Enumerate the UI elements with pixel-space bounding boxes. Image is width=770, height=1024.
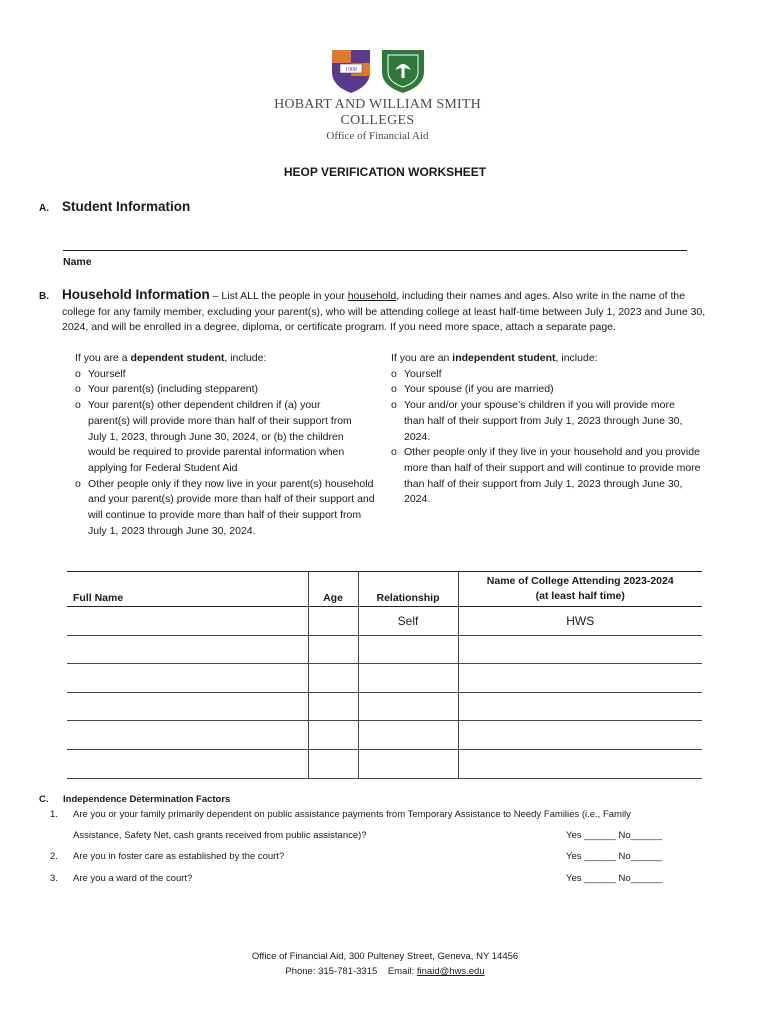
table-row	[67, 749, 702, 778]
footer-contact	[0, 964, 770, 979]
name-field[interactable]	[63, 250, 687, 251]
cell-age[interactable]	[308, 721, 358, 750]
household-table	[67, 571, 702, 779]
section-b-letter: B.	[39, 291, 49, 302]
household-intro-dash: – List ALL the people in your	[209, 290, 348, 302]
footer-email-link[interactable]: finaid@hws.edu	[416, 966, 485, 977]
header-age: Age	[308, 572, 358, 607]
section-a-heading: Student Information	[62, 199, 191, 214]
name-label: Name	[63, 256, 92, 268]
hws-shields-logo	[278, 48, 478, 94]
header-full-name: Full Name	[67, 572, 308, 607]
question-3-text: Are you a ward of the court?	[73, 873, 193, 884]
cell-relationship[interactable]	[358, 635, 458, 664]
cell-college[interactable]	[458, 692, 702, 721]
question-1-number: 1.	[50, 809, 58, 820]
header-relationship: Relationship	[358, 572, 458, 607]
cell-age[interactable]	[308, 635, 358, 664]
question-2-answer[interactable]: Yes ______ No______	[566, 851, 663, 862]
dependent-student-list	[75, 351, 380, 539]
question-1-line2: Assistance, Safety Net, cash grants received from public assistance)?	[73, 830, 367, 841]
question-3-answer[interactable]: Yes ______ No______	[566, 873, 663, 884]
table-row	[67, 664, 702, 693]
cell-college[interactable]	[458, 635, 702, 664]
cell-full-name[interactable]	[67, 607, 308, 636]
question-2-number: 2.	[50, 851, 58, 862]
question-1-answer[interactable]: Yes ______ No______	[566, 830, 663, 841]
cell-full-name[interactable]	[67, 635, 308, 664]
independent-student-list	[391, 351, 701, 508]
cell-relationship[interactable]	[358, 664, 458, 693]
footer-phone: Phone: 315-781-3315	[285, 966, 378, 977]
cell-relationship[interactable]	[358, 749, 458, 778]
cell-full-name[interactable]	[67, 721, 308, 750]
list-item: o Yourself	[75, 367, 126, 380]
cell-relationship[interactable]	[358, 692, 458, 721]
list-item: o Yourself	[391, 367, 442, 380]
dependent-intro: If you are a dependent student, include:	[75, 352, 267, 364]
cell-age[interactable]	[308, 607, 358, 636]
list-item: o Your parent(s) (including stepparent)	[75, 383, 259, 396]
institution-name-line2: COLLEGES	[340, 113, 415, 128]
independent-intro: If you are an independent student, include:	[391, 352, 598, 364]
question-3-number: 3.	[50, 873, 58, 884]
list-item: o Your spouse (if you are married)	[391, 383, 554, 396]
list-item: o Your and/or your spouse’s children if you will provide more than half of their support from July 1, 2023 through June 30, 2024.	[391, 399, 683, 443]
cell-full-name[interactable]	[67, 692, 308, 721]
cell-college[interactable]: HWS	[458, 607, 702, 636]
list-item: o Your parent(s) other dependent children if (a) your parent(s) will provide more than half of their support from July 1, 2023, through June 30, 2024, or (b) the children would be required to provide parental information when applying for Federal Student Aid	[75, 399, 352, 474]
footer-email-label: Email:	[387, 966, 415, 977]
cell-relationship[interactable]: Self	[358, 607, 458, 636]
header-college: Name of College Attending 2023-2024 (at least half time)	[458, 572, 702, 607]
cell-age[interactable]	[308, 692, 358, 721]
cell-college[interactable]	[458, 721, 702, 750]
institution-logo	[278, 48, 478, 99]
question-1-line1: Are you or your family primarily dependent on public assistance payments from Temporary Assistance to Needy Families (i.e., Family	[73, 809, 631, 820]
page-title: HEOP VERIFICATION WORKSHEET	[283, 165, 487, 179]
cell-full-name[interactable]	[67, 664, 308, 693]
section-c-letter: C.	[39, 794, 49, 805]
list-item: o Other people only if they now live in your parent(s) household and your parent(s) provide more than half of their support and will continue to provide more than half of their support from July 1, 2023 through June 30, 2024.	[75, 477, 375, 537]
cell-college[interactable]	[458, 664, 702, 693]
section-b-heading: Household Information	[62, 287, 210, 302]
cell-age[interactable]	[308, 749, 358, 778]
cell-full-name[interactable]	[67, 749, 308, 778]
cell-relationship[interactable]	[358, 721, 458, 750]
household-intro-rest: , including their names and ages. Also write in the name of the college for any family member, excluding your parent(s), who will be attending college at least half-time between July 1, 2023 and June 30, 2024, and will be enrolled in a degree, diploma, or certificate program. If you need more space, attach a separate page.	[62, 290, 706, 334]
table-row	[67, 721, 702, 750]
list-item: o Other people only if they live in your household and you provide more than half of their support and will continue to provide more than half of their support from July 1, 2023 through June 30, 2024.	[391, 446, 701, 506]
table-header-row	[67, 572, 702, 607]
section-c-heading: Independence Determination Factors	[63, 794, 231, 805]
question-2-text: Are you in foster care as established by the court?	[73, 851, 285, 862]
office-name: Office of Financial Aid	[326, 130, 429, 142]
table-row	[67, 692, 702, 721]
table-row	[67, 635, 702, 664]
table-row	[67, 607, 702, 636]
household-instructions	[62, 287, 707, 336]
cell-college[interactable]	[458, 749, 702, 778]
svg-text:1908: 1908	[345, 67, 357, 73]
cell-age[interactable]	[308, 664, 358, 693]
footer-address: Office of Financial Aid, 300 Pulteney Street, Geneva, NY 14456	[251, 951, 519, 962]
institution-name-line1: HOBART AND WILLIAM SMITH	[274, 97, 481, 112]
section-a-letter: A.	[39, 203, 49, 214]
household-underlined: household	[347, 290, 397, 302]
